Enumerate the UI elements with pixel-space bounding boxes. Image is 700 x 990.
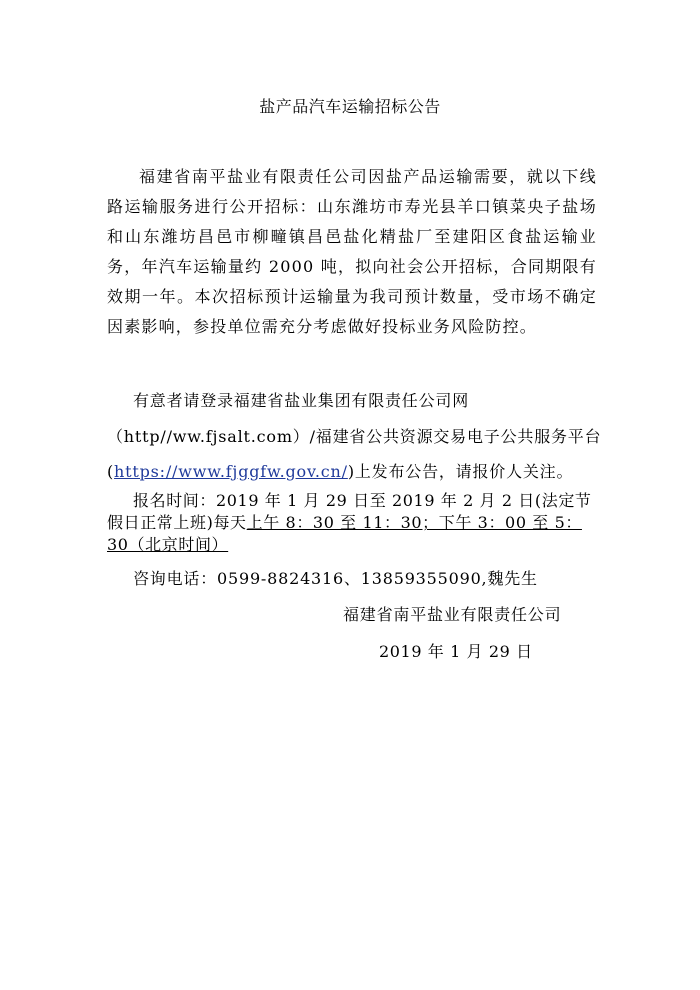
- link-open-paren: (: [107, 462, 115, 481]
- contact-line: 咨询电话：0599-8824316、13859355090,魏先生: [133, 569, 538, 588]
- registration-time: [107, 490, 597, 556]
- link-close-text: )上发布公告，请报价人关注。: [347, 462, 574, 481]
- notice-line-2: （http//ww.fjsalt.com）/福建省公共资源交易电子公共服务平台: [107, 427, 602, 446]
- document-title: 盐产品汽车运输招标公告: [259, 97, 441, 116]
- registration-lead: 报名时间：2019 年 1 月 29 日至 2019 年 2 月 2 日(法定节假日正常上班)每天: [107, 491, 592, 532]
- notice-line-1: 有意者请登录福建省盐业集团有限责任公司网: [133, 391, 470, 410]
- notice-line-3: [107, 459, 573, 482]
- signature-date: 2019 年 1 月 29 日: [379, 642, 533, 661]
- signature-company: 福建省南平盐业有限责任公司: [343, 605, 562, 624]
- fjggfw-link[interactable]: https://www.fjggfw.gov.cn/: [114, 462, 348, 481]
- body-paragraph: 福建省南平盐业有限责任公司因盐产品运输需要，就以下线路运输服务进行公开招标：山东潍坊市寿光县羊口镇菜央子盐场和山东潍坊昌邑市柳疃镇昌邑盐化精盐厂至建阳区食盐运输业务，年汽车运输量约 2000 吨，拟向社会公开招标，合同期限有效期一年。本次招标预计运输量为我司预计数量，受市场不确定因素影响，参投单位需充分考虑做好投标业务风险防控。: [107, 167, 597, 336]
- registration-hours: 上午 8：30 至 11：30；下午 3：00 至 5：30（北京时间）: [107, 513, 582, 554]
